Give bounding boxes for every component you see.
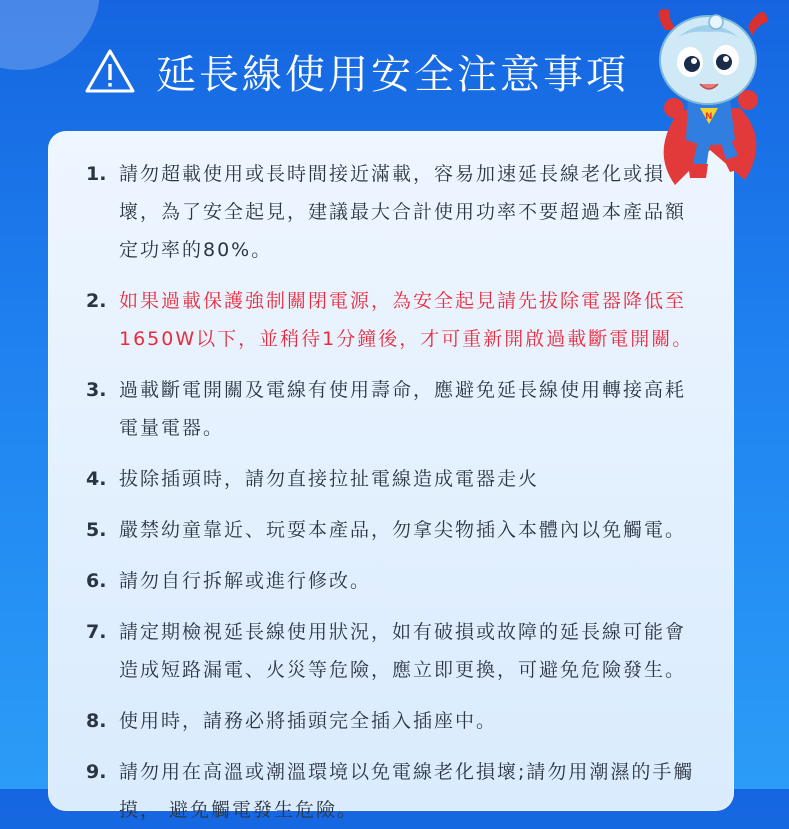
notice-text: 造成短路漏電、火災等危險，應立即更換，可避免危險發生。 — [119, 659, 687, 681]
notice-text: 過載斷電開關及電線有使用壽命，應避免延長線使用轉接高耗 — [119, 379, 687, 401]
notice-item-9 — [86, 753, 714, 829]
notice-number: 8. — [86, 710, 107, 732]
notice-item-7 — [86, 613, 714, 689]
notice-text: 嚴禁幼童靠近、玩耍本產品，勿拿尖物插入本體內以免觸電。 — [119, 519, 687, 541]
notice-number: 5. — [86, 519, 107, 541]
notice-text: 請勿自行拆解或進行修改。 — [119, 570, 372, 592]
notice-text: 摸， 避免觸電發生危險。 — [119, 799, 359, 821]
notice-item-3 — [86, 371, 714, 447]
notice-number: 9. — [86, 761, 107, 783]
notice-list — [48, 131, 734, 829]
notice-number: 7. — [86, 621, 107, 643]
notice-card — [48, 131, 734, 821]
notice-number: 3. — [86, 379, 107, 401]
notice-item-2 — [86, 282, 714, 358]
page-title: 延長線使用安全注意事項 — [156, 51, 629, 98]
notice-number: 4. — [86, 468, 107, 490]
warning-icon — [84, 48, 136, 94]
notice-item-5 — [86, 511, 714, 549]
notice-text: 拔除插頭時，請勿直接拉扯電線造成電器走火 — [119, 468, 540, 490]
svg-text:N: N — [705, 112, 713, 122]
notice-text: 1650W以下，並稍待1分鐘後，才可重新開啟過載斷電開關。 — [119, 328, 694, 350]
notice-number: 6. — [86, 570, 107, 592]
notice-number: 2. — [86, 290, 107, 312]
header — [84, 36, 629, 106]
notice-text: 電量電器。 — [119, 417, 225, 439]
notice-text: 壞，為了安全起見，建議最大合計使用功率不要超過本產品額 — [119, 201, 687, 223]
notice-text: 使用時，請務必將插頭完全插入插座中。 — [119, 710, 498, 732]
notice-text: 請勿用在高溫或潮溫環境以免電線老化損壞;請勿用潮濕的手觸 — [119, 761, 695, 783]
mascot-icon — [620, 0, 789, 190]
notice-text: 定功率的80%。 — [119, 239, 273, 261]
notice-number: 1. — [86, 163, 107, 185]
notice-text: 請勿超載使用或長時間接近滿載，容易加速延長線老化或損 — [119, 163, 666, 185]
notice-text: 請定期檢視延長線使用狀況，如有破損或故障的延長線可能會 — [119, 621, 687, 643]
notice-text: 如果過載保護強制關閉電源，為安全起見請先拔除電器降低至 — [119, 290, 687, 312]
notice-item-8 — [86, 702, 714, 740]
notice-item-6 — [86, 562, 714, 600]
notice-item-4 — [86, 460, 714, 498]
